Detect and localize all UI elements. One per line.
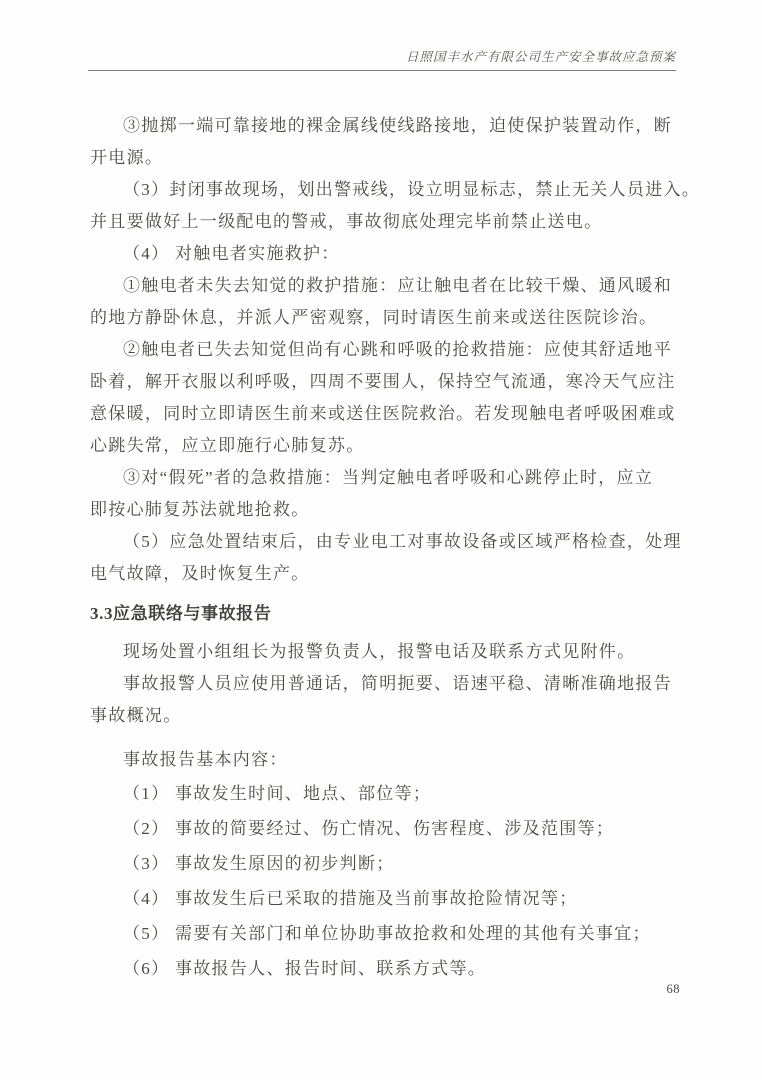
text-line: （4） 对触电者实施救护：: [123, 244, 340, 263]
text-line: （5）应急处置结束后，由专业电工对事故设备或区域严格检查，处理: [123, 532, 682, 551]
text-line: 心跳失常，应立即施行心肺复苏。: [90, 436, 365, 455]
text-line: ②触电者已失去知觉但尚有心跳和呼吸的抢救措施：应使其舒适地平: [123, 340, 672, 359]
text-line: 的地方静卧休息，并派人严密观察，同时请医生前来或送往医院诊治。: [90, 308, 658, 327]
header-rule: [88, 70, 676, 71]
text-line: （3）封闭事故现场，划出警戒线，设立明显标志，禁止无关人员进入。: [123, 180, 701, 199]
section-heading-3-3: 3.3应急联络与事故报告: [90, 604, 272, 623]
text-line: 现场处置小组组长为报警负责人，报警电话及联系方式见附件。: [123, 642, 636, 661]
list-item: （1） 事故发生时间、地点、部位等；: [123, 784, 432, 803]
text-line: 事故概况。: [90, 706, 182, 725]
text-line: ③抛掷一端可靠接地的裸金属线使线路接地，迫使保护装置动作，断: [123, 116, 672, 135]
text-line: 电气故障，及时恢复生产。: [90, 564, 310, 583]
page-body: [90, 110, 701, 986]
text-line: 即按心肺复苏法就地抢救。: [90, 500, 310, 519]
list-item: （5） 需要有关部门和单位协助事故抢救和处理的其他有关事宜；: [123, 924, 651, 943]
text-line: 事故报告基本内容：: [123, 750, 288, 769]
text-line: 事故报警人员应使用普通话，简明扼要、语速平稳、清晰准确地报告: [123, 674, 672, 693]
text-line: 并且要做好上一级配电的警戒，事故彻底处理完毕前禁止送电。: [90, 212, 603, 231]
text-line: 意保暖，同时立即请医生前来或送住医院救治。若发现触电者呼吸困难或: [90, 404, 676, 423]
list-item: （4） 事故发生后已采取的措施及当前事故抢险情况等；: [123, 889, 578, 908]
header-title: 日照国丰水产有限公司生产安全事故应急预案: [405, 50, 676, 64]
list-item: （3） 事故发生原因的初步判断；: [123, 854, 395, 873]
text-line: 开电源。: [90, 148, 164, 167]
page-header: [88, 50, 676, 65]
page-number: 68: [666, 982, 680, 996]
text-line: ③对“假死”者的急救措施：当判定触电者呼吸和心跳停止时，应立: [123, 468, 654, 487]
list-item: （6） 事故报告人、报告时间、联系方式等。: [123, 959, 487, 978]
text-line: 卧着，解开衣服以利呼吸，四周不要围人，保持空气流通，寒冷天气应注: [90, 372, 676, 391]
text-line: ①触电者未失去知觉的救护措施：应让触电者在比较干燥、通风暖和: [123, 276, 672, 295]
list-item: （2） 事故的简要经过、伤亡情况、伤害程度、涉及范围等；: [123, 819, 615, 838]
